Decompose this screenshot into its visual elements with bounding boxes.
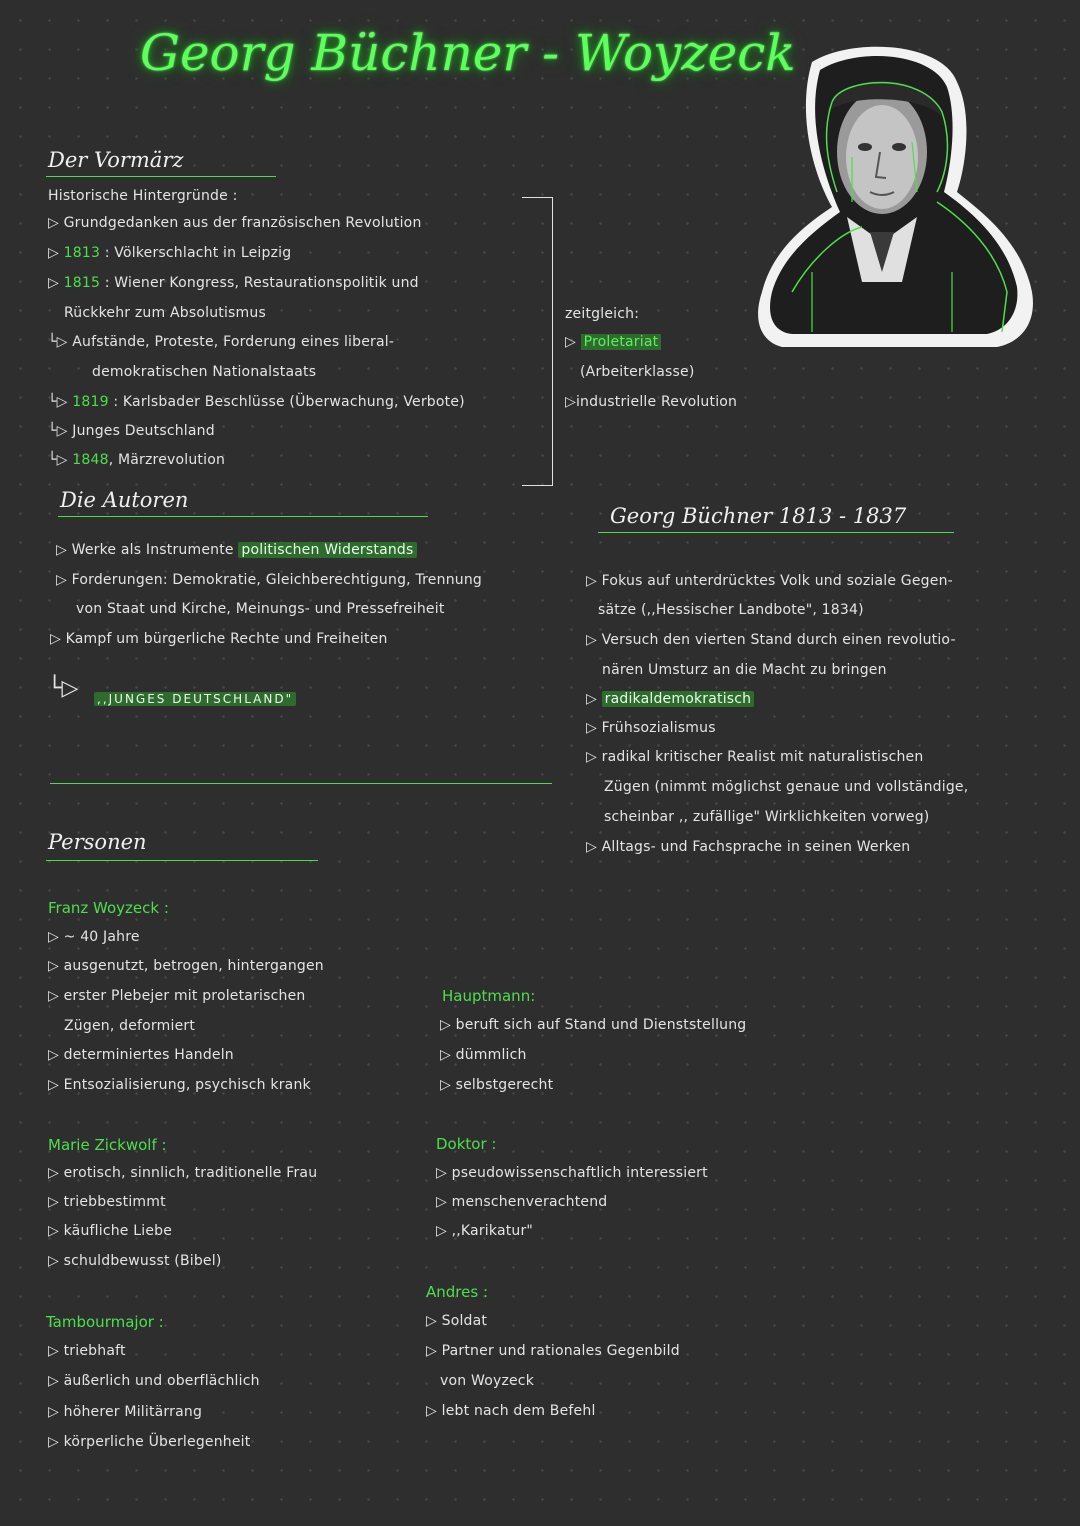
vormaerz-line: ▷ 1815 : Wiener Kongress, Restaurationspolitik und bbox=[48, 275, 419, 291]
character-trait: ▷ Soldat bbox=[426, 1313, 488, 1329]
buechner-line: ▷ Fokus auf unterdrücktes Volk und soziale Gegen- bbox=[586, 573, 953, 589]
character-trait: ▷ schuldbewusst (Bibel) bbox=[48, 1253, 222, 1269]
buechner-line: sätze (,,Hessischer Landbote", 1834) bbox=[598, 602, 864, 618]
section-heading-autoren: Die Autoren bbox=[60, 488, 189, 512]
buechner-line: ▷ radikal kritischer Realist mit naturalistischen bbox=[586, 749, 924, 765]
vormaerz-line: ▷ 1813 : Völkerschlacht in Leipzig bbox=[48, 245, 292, 261]
character-trait: von Woyzeck bbox=[440, 1373, 535, 1389]
heading-underline bbox=[598, 532, 954, 533]
character-trait: ▷ Entsozialisierung, psychisch krank bbox=[48, 1077, 311, 1093]
character-trait: ▷ menschenverachtend bbox=[436, 1194, 608, 1210]
section-heading-personen: Personen bbox=[48, 830, 147, 854]
autoren-line: ,,JUNGES DEUTSCHLAND" bbox=[94, 692, 296, 706]
character-trait: ▷ käufliche Liebe bbox=[48, 1223, 173, 1239]
buechner-line: ▷ Versuch den vierten Stand durch einen revolutio- bbox=[586, 632, 956, 648]
character-trait: ▷ erotisch, sinnlich, traditionelle Frau bbox=[48, 1165, 318, 1181]
character-name-doktor: Doktor : bbox=[436, 1135, 497, 1153]
heading-underline bbox=[46, 176, 276, 177]
vormaerz-line: └▷ 1819 : Karlsbader Beschlüsse (Überwachung, Verbote) bbox=[48, 394, 465, 410]
character-trait: ▷ körperliche Überlegenheit bbox=[48, 1434, 251, 1450]
character-trait: ▷ beruft sich auf Stand und Dienststellung bbox=[440, 1017, 747, 1033]
vormaerz-line: ▷ Grundgedanken aus der französischen Revolution bbox=[48, 215, 422, 231]
character-trait: ▷ ~ 40 Jahre bbox=[48, 929, 140, 945]
character-name-hauptmann: Hauptmann: bbox=[442, 987, 536, 1005]
buechner-line: ▷ Alltags- und Fachsprache in seinen Werken bbox=[586, 839, 911, 855]
character-trait: ▷ äußerlich und oberflächlich bbox=[48, 1373, 260, 1389]
character-trait: Zügen, deformiert bbox=[64, 1018, 196, 1034]
side-line: (Arbeiterklasse) bbox=[580, 364, 695, 380]
vormaerz-line: └▷ 1848, Märzrevolution bbox=[48, 452, 226, 468]
side-label: zeitgleich: bbox=[565, 306, 640, 322]
heading-underline bbox=[58, 516, 428, 517]
character-trait: ▷ höherer Militärrang bbox=[48, 1404, 203, 1420]
vormaerz-line: Rückkehr zum Absolutismus bbox=[64, 305, 266, 321]
character-name-tambourmajor: Tambourmajor : bbox=[46, 1313, 164, 1331]
vormaerz-line: └▷ Aufstände, Proteste, Forderung eines liberal- bbox=[48, 334, 395, 350]
character-trait: ▷ ausgenutzt, betrogen, hintergangen bbox=[48, 958, 324, 974]
section-divider bbox=[50, 783, 552, 784]
character-trait: ▷ selbstgerecht bbox=[440, 1077, 554, 1093]
buechner-line: ▷ radikaldemokratisch bbox=[586, 691, 754, 707]
autoren-line: von Staat und Kirche, Meinungs- und Pressefreiheit bbox=[76, 601, 445, 617]
arrow-icon: └▷ bbox=[48, 676, 79, 701]
character-trait: ▷ pseudowissenschaftlich interessiert bbox=[436, 1165, 708, 1181]
character-trait: ▷ triebhaft bbox=[48, 1343, 126, 1359]
buechner-line: scheinbar ,, zufällige" Wirklichkeiten vorweg) bbox=[604, 809, 930, 825]
vormaerz-line: └▷ Junges Deutschland bbox=[48, 423, 215, 439]
vormaerz-subtitle: Historische Hintergründe : bbox=[48, 188, 238, 204]
character-trait: ▷ Partner und rationales Gegenbild bbox=[426, 1343, 680, 1359]
portrait-illustration bbox=[752, 42, 1042, 352]
bracket bbox=[522, 197, 553, 486]
buechner-line: Zügen (nimmt möglichst genaue und vollständige, bbox=[604, 779, 969, 795]
character-name-woyzeck: Franz Woyzeck : bbox=[48, 899, 169, 917]
character-trait: ▷ ,,Karikatur" bbox=[436, 1223, 534, 1239]
autoren-line: ▷ Forderungen: Demokratie, Gleichberechtigung, Trennung bbox=[56, 572, 482, 588]
section-heading-vormaerz: Der Vormärz bbox=[48, 148, 184, 172]
autoren-line: ▷ Kampf um bürgerliche Rechte und Freiheiten bbox=[50, 631, 388, 647]
section-heading-buechner: Georg Büchner 1813 - 1837 bbox=[610, 504, 907, 528]
heading-underline bbox=[46, 860, 318, 861]
character-trait: ▷ lebt nach dem Befehl bbox=[426, 1403, 596, 1419]
vormaerz-line: demokratischen Nationalstaats bbox=[92, 364, 317, 380]
character-name-andres: Andres : bbox=[426, 1283, 488, 1301]
character-trait: ▷ determiniertes Handeln bbox=[48, 1047, 234, 1063]
character-trait: ▷ dümmlich bbox=[440, 1047, 527, 1063]
side-line: ▷industrielle Revolution bbox=[565, 394, 738, 410]
side-line: ▷ Proletariat bbox=[565, 334, 661, 350]
page-title: Georg Büchner - Woyzeck bbox=[140, 24, 796, 82]
autoren-line: ▷ Werke als Instrumente politischen Widerstands bbox=[56, 542, 417, 558]
buechner-line: ▷ Frühsozialismus bbox=[586, 720, 716, 736]
character-name-marie: Marie Zickwolf : bbox=[48, 1136, 167, 1154]
buechner-line: nären Umsturz an die Macht zu bringen bbox=[602, 662, 887, 678]
character-trait: ▷ triebbestimmt bbox=[48, 1194, 166, 1210]
character-trait: ▷ erster Plebejer mit proletarischen bbox=[48, 988, 306, 1004]
